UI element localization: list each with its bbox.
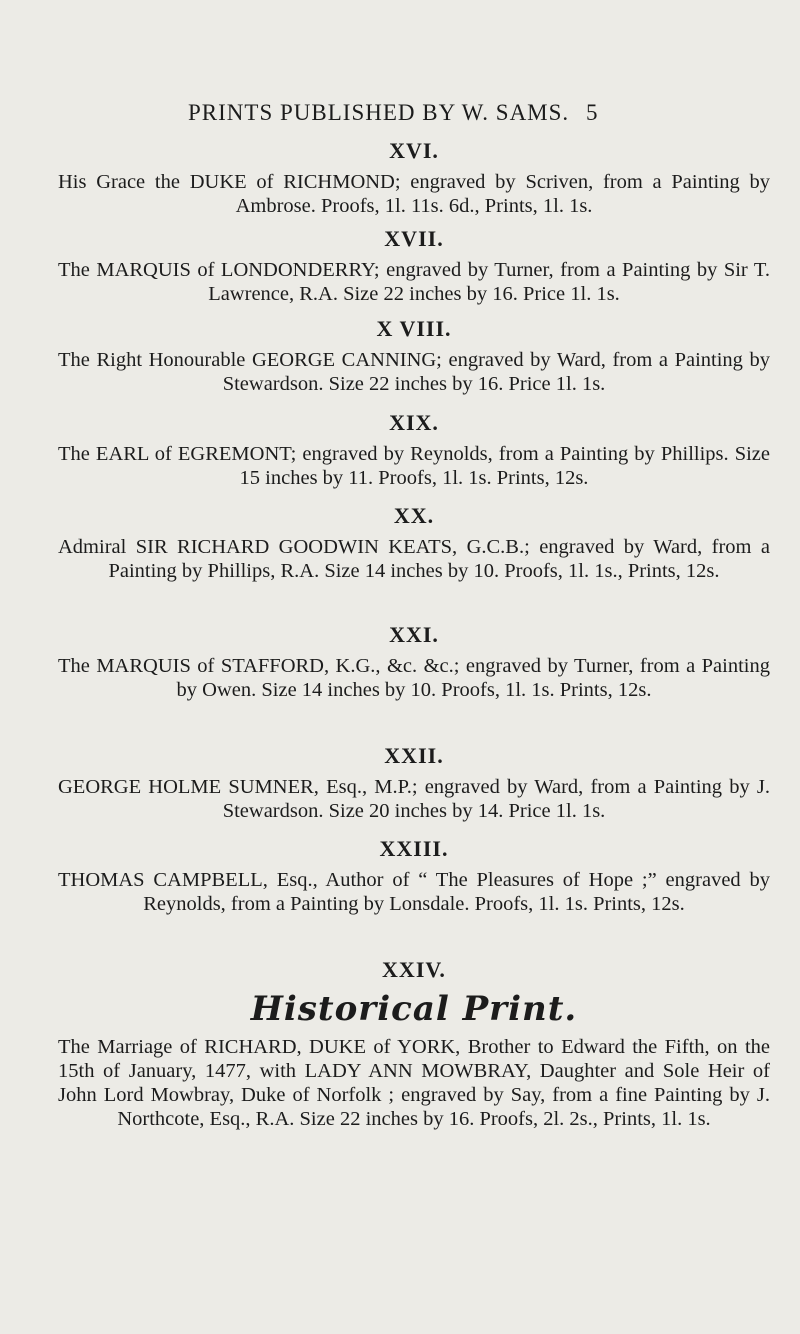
entry-xxii bbox=[58, 743, 770, 823]
entry-text: The Marriage of RICHARD, DUKE of YORK, Brother to Edward the Fifth, on the 15th of January, 1477, with LADY ANN MOWBRAY, Daughter and Sole Heir of John Lord Mowbray, Duke of Norfolk ; engraved by Say, from a fine Painting by J. Northcote, Esq., R.A. Size 22 inches by 16. Proofs, 2l. 2s., Prints, 1l. 1s. bbox=[58, 1036, 770, 1130]
entry-text: The MARQUIS of LONDONDERRY; engraved by Turner, from a Painting by Sir T. Lawrence, R.A. Size 22 inches by 16. Price 1l. 1s. bbox=[58, 259, 770, 305]
entry-text: The EARL of EGREMONT; engraved by Reynolds, from a Painting by Phillips. Size 15 inches by 11. Proofs, 1l. 1s. Prints, 12s. bbox=[58, 443, 770, 489]
entry-number: XIX. bbox=[389, 410, 439, 435]
running-header bbox=[188, 100, 618, 126]
entry-text: THOMAS CAMPBELL, Esq., Author of “ The Pleasures of Hope ;” engraved by Reynolds, from a Painting by Lonsdale. Proofs, 1l. 1s. Prints, 12s. bbox=[58, 869, 770, 915]
entry-number: XXII. bbox=[384, 743, 444, 768]
entry-text: The Right Honourable GEORGE CANNING; engraved by Ward, from a Painting by Stewardson. Size 22 inches by 16. Price 1l. 1s. bbox=[58, 349, 770, 395]
entry-xxiv bbox=[58, 957, 770, 1131]
entry-number: XXI. bbox=[389, 622, 439, 647]
page-number: 5 bbox=[586, 100, 598, 125]
header-title: PRINTS PUBLISHED BY W. SAMS. bbox=[188, 100, 570, 125]
entry-xxi bbox=[58, 622, 770, 702]
entry-xvi bbox=[58, 138, 770, 218]
entry-xix bbox=[58, 410, 770, 490]
entry-xvii bbox=[58, 226, 770, 306]
entry-text: Admiral SIR RICHARD GOODWIN KEATS, G.C.B.; engraved by Ward, from a Painting by Phillips, R.A. Size 14 inches by 10. Proofs, 1l. 1s., Prints, 12s. bbox=[58, 536, 770, 582]
entry-subtitle: Historical Print. bbox=[250, 989, 578, 1029]
entry-number: XXIII. bbox=[379, 836, 449, 861]
entry-number: XX. bbox=[393, 503, 435, 528]
entry-xxiii bbox=[58, 836, 770, 916]
entry-text: His Grace the DUKE of RICHMOND; engraved by Scriven, from a Painting by Ambrose. Proofs, 1l. 11s. 6d., Prints, 1l. 1s. bbox=[58, 171, 770, 217]
entry-xx bbox=[58, 503, 770, 583]
entry-xviii bbox=[58, 316, 770, 396]
entry-text: GEORGE HOLME SUMNER, Esq., M.P.; engraved by Ward, from a Painting by J. Stewardson. Size 20 inches by 14. Price 1l. 1s. bbox=[58, 776, 770, 822]
entry-text: The MARQUIS of STAFFORD, K.G., &c. &c.; engraved by Turner, from a Painting by Owen. Size 14 inches by 10. Proofs, 1l. 1s. Prints, 12s. bbox=[58, 655, 770, 701]
entry-number: XVI. bbox=[389, 138, 439, 163]
entry-number: X VIII. bbox=[376, 316, 452, 341]
entry-number: XVII. bbox=[384, 226, 444, 251]
entry-number: XXIV. bbox=[382, 957, 446, 982]
